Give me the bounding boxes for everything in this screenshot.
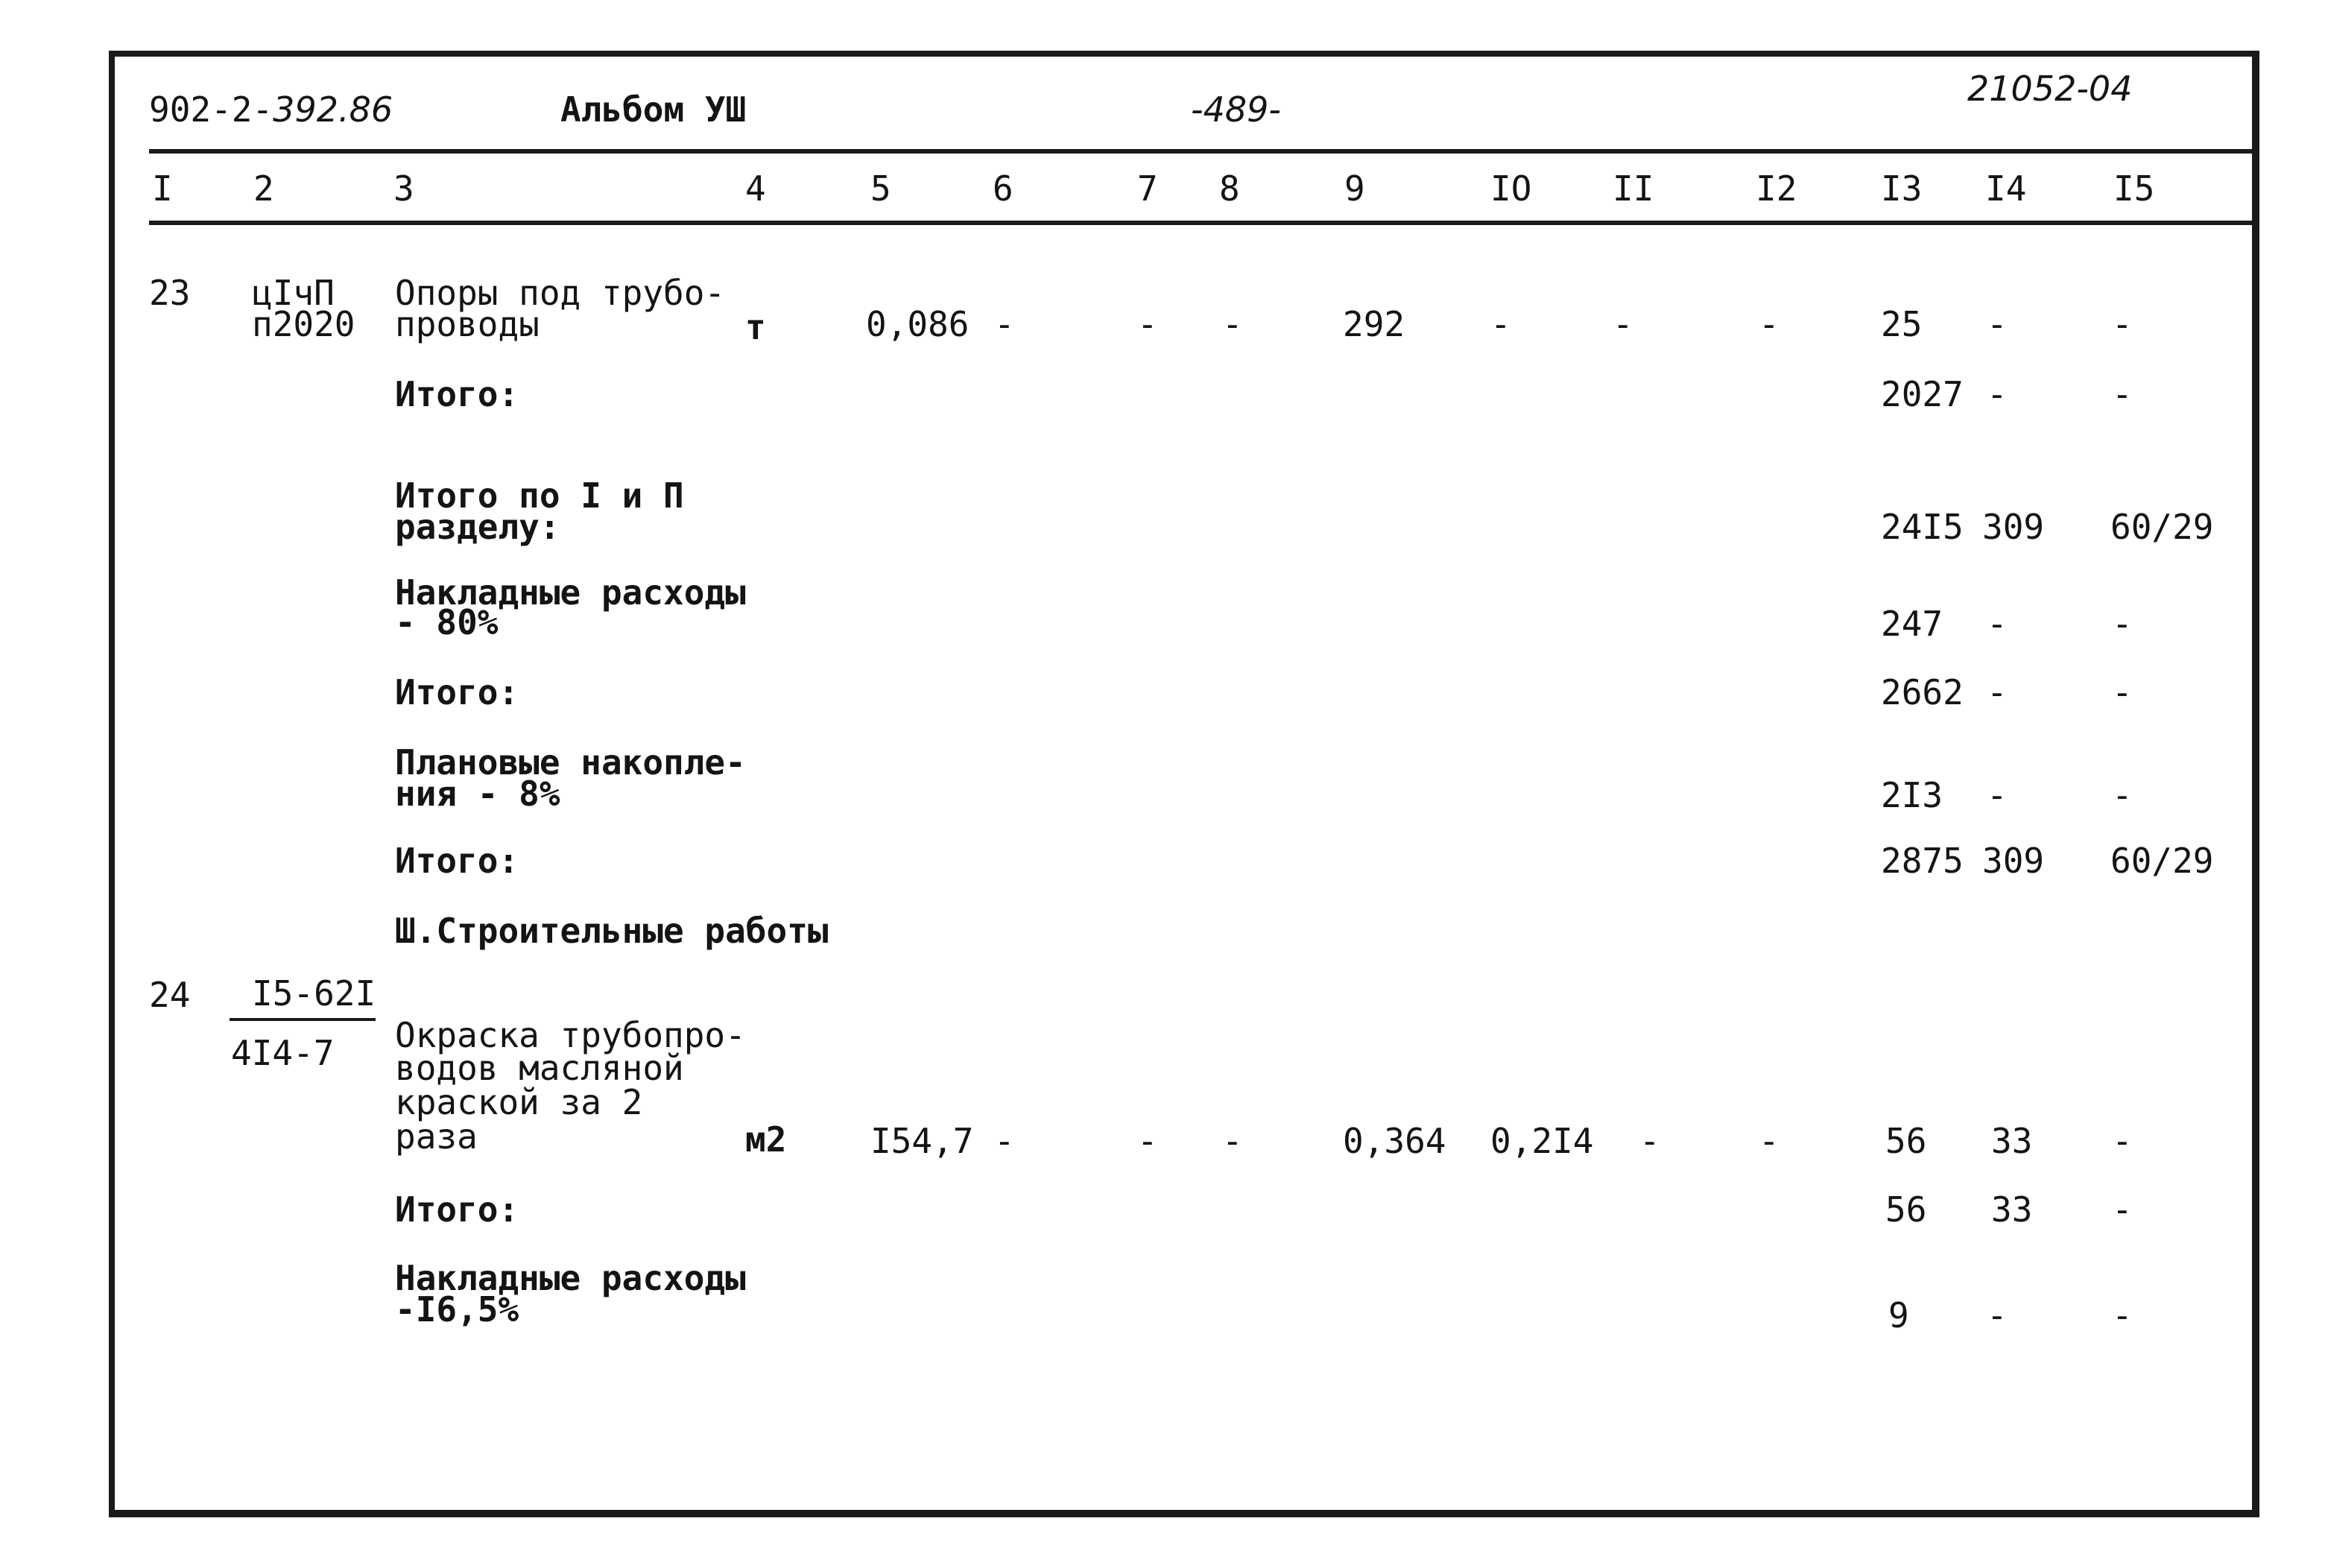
row-number: 24 — [149, 975, 191, 1015]
cell-c13: 25 — [1881, 304, 1923, 344]
cell-c14: - — [1987, 1295, 2008, 1335]
cell-c14: - — [1987, 775, 2008, 815]
column-rule — [149, 221, 2258, 225]
norm-code: I5-62I — [252, 973, 376, 1014]
item-description-cont: водов масляной — [395, 1048, 684, 1088]
col-6: 6 — [993, 168, 1013, 209]
cell-c14: 33 — [1991, 1121, 2033, 1161]
cell-c15: - — [2112, 672, 2133, 712]
cell-c13: 2662 — [1881, 672, 1964, 712]
section-total-label-cont: разделу: — [395, 507, 560, 547]
overhead-label-cont: - 80% — [395, 602, 499, 642]
col-10: IO — [1490, 168, 1532, 209]
col-4: 4 — [745, 168, 766, 209]
cell-c7: - — [1137, 1121, 1158, 1161]
col-13: I3 — [1881, 168, 1923, 209]
cell-c11: - — [1639, 1121, 1660, 1161]
cell-c13: 2875 — [1881, 841, 1964, 881]
cell-c14: 309 — [1982, 841, 2045, 881]
item-description-cont: проводы — [395, 304, 540, 344]
col-12: I2 — [1756, 168, 1797, 209]
col-1: I — [152, 168, 173, 209]
section-heading: Ш.Строительные работы — [395, 911, 829, 951]
cell-c15: - — [2112, 374, 2133, 414]
cell-c14: - — [1987, 604, 2008, 644]
col-9: 9 — [1344, 168, 1365, 209]
cell-c14: 309 — [1982, 507, 2045, 547]
norm-code: цIчП — [252, 273, 335, 313]
cell-c8: - — [1222, 1121, 1243, 1161]
cell-c15: - — [2112, 1189, 2133, 1230]
cell-c15: - — [2112, 1121, 2133, 1161]
item-description-cont: раза — [395, 1116, 478, 1157]
cell-c13: 9 — [1888, 1295, 1909, 1335]
cell-c13: 56 — [1885, 1189, 1927, 1230]
cell-c13: 2027 — [1881, 374, 1964, 414]
item-description-cont: краской за 2 — [395, 1082, 643, 1122]
planned-savings-label-cont: ния - 8% — [395, 774, 560, 814]
overhead-label-cont: -I6,5% — [395, 1289, 519, 1330]
doc-code-handwritten: 392.86 — [273, 89, 393, 130]
cell-c11: - — [1613, 304, 1633, 344]
cell-c15: 60/29 — [2110, 841, 2214, 881]
cell-c10: 0,2I4 — [1490, 1121, 1594, 1161]
fraction-line — [230, 1018, 376, 1021]
cell-c14: - — [1987, 672, 2008, 712]
cell-c5: I54,7 — [870, 1121, 974, 1161]
page-number: -489- — [1191, 89, 1281, 130]
total-label: Итого: — [395, 374, 519, 414]
header-rule — [149, 149, 2258, 154]
col-8: 8 — [1219, 168, 1240, 209]
stamp-number: 21052-04 — [1967, 69, 2133, 109]
planned-savings-label: Плановые накопле- — [395, 742, 746, 783]
cell-c15: - — [2112, 304, 2133, 344]
cell-c13: 247 — [1881, 604, 1943, 644]
cell-c13: 24I5 — [1881, 507, 1964, 547]
col-14: I4 — [1985, 168, 2027, 209]
col-5: 5 — [870, 168, 891, 209]
cell-c15: - — [2112, 1295, 2133, 1335]
total-label: Итого: — [395, 1189, 519, 1230]
cell-c14: - — [1987, 304, 2008, 344]
unit: т — [745, 307, 766, 347]
cell-c14: 33 — [1991, 1189, 2033, 1230]
norm-code-secondary: 4I4-7 — [231, 1033, 335, 1073]
cell-c10: - — [1490, 304, 1511, 344]
cell-c6: - — [994, 1121, 1015, 1161]
total-label: Итого: — [395, 672, 519, 712]
cell-c5: 0,086 — [866, 304, 969, 344]
cell-c12: - — [1759, 304, 1780, 344]
doc-code-printed: 902-2- — [149, 89, 273, 130]
col-7: 7 — [1137, 168, 1158, 209]
cell-c6: - — [994, 304, 1015, 344]
row-number: 23 — [149, 273, 191, 313]
doc-code — [149, 89, 393, 130]
cell-c9: 292 — [1343, 304, 1405, 344]
col-3: 3 — [393, 168, 414, 209]
unit: м2 — [745, 1119, 787, 1160]
norm-code-secondary: п2020 — [252, 304, 355, 344]
cell-c13: 56 — [1885, 1121, 1927, 1161]
cell-c13: 2I3 — [1881, 775, 1943, 815]
overhead-label: Накладные расходы — [395, 1258, 746, 1298]
overhead-label: Накладные расходы — [395, 572, 746, 613]
cell-c15: 60/29 — [2110, 507, 2214, 547]
cell-c8: - — [1222, 304, 1243, 344]
section-total-label: Итого по I и П — [395, 475, 684, 516]
cell-c15: - — [2112, 775, 2133, 815]
col-15: I5 — [2113, 168, 2155, 209]
item-description: Окраска трубопро- — [395, 1015, 746, 1055]
album-label: Альбом УШ — [560, 89, 747, 130]
col-2: 2 — [253, 168, 274, 209]
cell-c14: - — [1987, 374, 2008, 414]
item-description: Опоры под трубо- — [395, 273, 726, 313]
cell-c15: - — [2112, 604, 2133, 644]
total-label: Итого: — [395, 841, 519, 881]
cell-c9: 0,364 — [1343, 1121, 1446, 1161]
cell-c12: - — [1759, 1121, 1780, 1161]
cell-c7: - — [1137, 304, 1158, 344]
col-11: II — [1613, 168, 1654, 209]
